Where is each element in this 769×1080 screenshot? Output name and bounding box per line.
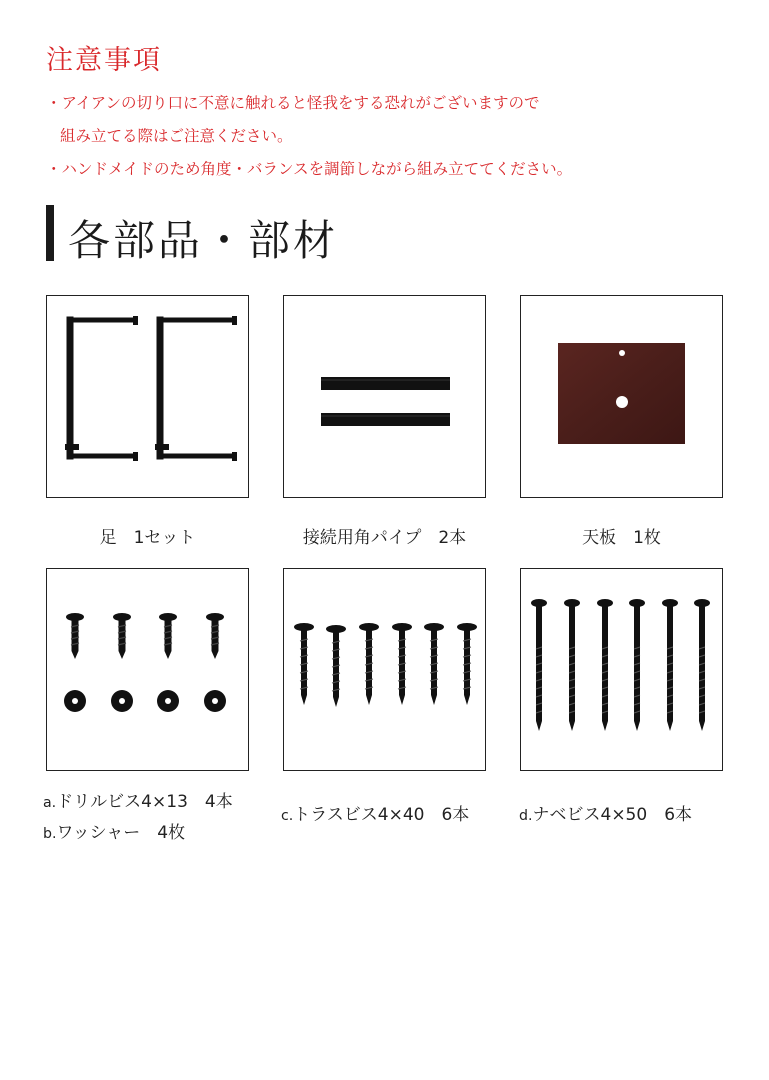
notice-line-1: ・アイアンの切り口に不意に触れると怪我をする恐れがございますので bbox=[46, 94, 540, 112]
part-panel-legs bbox=[46, 295, 249, 498]
caption-truss-screws-prefix: c. bbox=[281, 808, 294, 824]
caption-top-board: 天板 1枚 bbox=[582, 528, 661, 548]
notice-title: 注意事項 bbox=[46, 45, 162, 76]
caption-drill-screws-prefix: a. bbox=[43, 795, 57, 811]
caption-pan-head-screws-prefix: d. bbox=[519, 808, 533, 824]
pan-head-screw-icon bbox=[521, 569, 722, 770]
section-title: 各部品・部材 bbox=[68, 216, 339, 265]
caption-truss-screws bbox=[281, 800, 469, 825]
caption-drill-screws bbox=[43, 787, 233, 812]
caption-washers bbox=[43, 818, 185, 843]
notice-line-2: 組み立てる際はご注意ください。 bbox=[60, 127, 293, 145]
caption-washers-prefix: b. bbox=[43, 826, 57, 842]
truss-screw-icon bbox=[284, 569, 485, 770]
caption-legs: 足 1セット bbox=[99, 528, 196, 548]
caption-truss-screws-text: トラスビス4×40 6本 bbox=[293, 805, 470, 825]
caption-washers-text: ワッシャー 4枚 bbox=[56, 823, 186, 843]
top-board-icon bbox=[521, 296, 722, 497]
section-heading-bar bbox=[46, 205, 54, 261]
caption-pipes: 接続用角パイプ 2本 bbox=[302, 528, 467, 548]
caption-drill-screws-text: ドリルビス4×13 4本 bbox=[56, 792, 233, 812]
part-panel-top-board bbox=[520, 295, 723, 498]
leg-frame-icon bbox=[47, 296, 248, 497]
part-panel-pan-head-screws bbox=[520, 568, 723, 771]
notice-line-3: ・ハンドメイドのため角度・バランスを調節しながら組み立ててください。 bbox=[46, 160, 573, 178]
part-panel-pipes bbox=[283, 295, 486, 498]
part-panel-truss-screws bbox=[283, 568, 486, 771]
caption-pan-head-screws bbox=[519, 800, 692, 825]
square-pipe-icon bbox=[284, 296, 485, 497]
drill-screw-washer-icon bbox=[47, 569, 248, 770]
part-panel-drill-screws bbox=[46, 568, 249, 771]
caption-pan-head-screws-text: ナベビス4×50 6本 bbox=[532, 805, 693, 825]
